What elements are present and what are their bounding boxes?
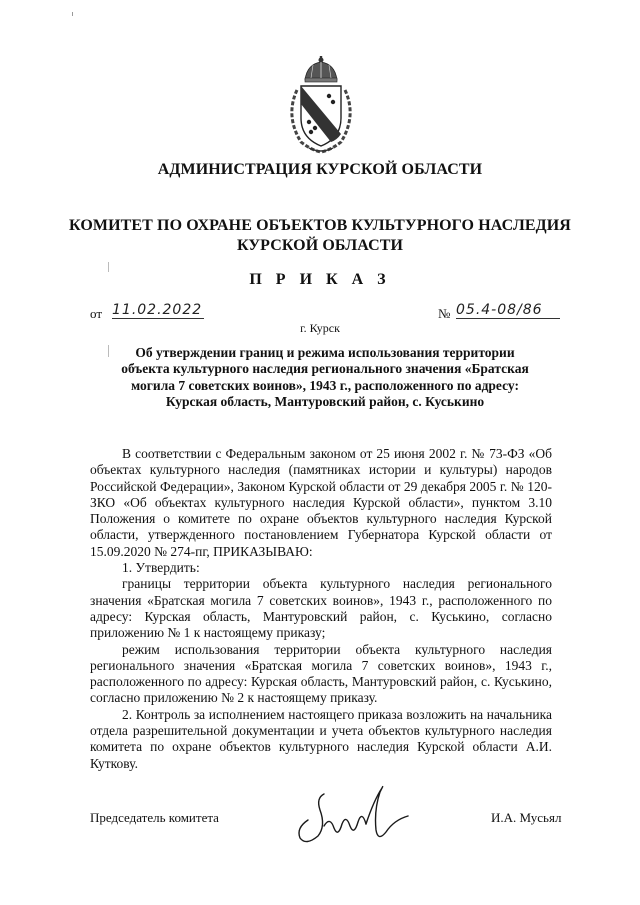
- committee-title-line2: КУРСКОЙ ОБЛАСТИ: [236, 237, 404, 254]
- signer-name: И.А. Мусьял: [491, 810, 562, 825]
- number-value: 05.4-08/86: [456, 302, 560, 319]
- administration-title: АДМИНИСТРАЦИЯ КУРСКОЙ ОБЛАСТИ: [157, 161, 483, 178]
- subject-line: Об утверждении границ и режима использования территории: [135, 345, 515, 360]
- handwritten-signature: [290, 780, 420, 850]
- signer-position: Председатель комитета: [90, 810, 219, 825]
- number-label: №: [438, 306, 451, 321]
- scan-artifact: [72, 12, 73, 16]
- body-paragraph: 2. Контроль за исполнением настоящего приказа возложить на начальника отдела разрешительной документации и учета объектов культурного наследия комитета по охране объектов культурного наследия Курской области А.И. Куткову.: [90, 706, 552, 771]
- subject-line: объекта культурного наследия регионального значения «Братская: [121, 361, 529, 377]
- order-body: [90, 446, 552, 772]
- scan-artifact: [108, 345, 109, 357]
- subject-line: Курская область, Мантуровский район, с. Куськино: [165, 393, 485, 409]
- coat-of-arms-icon: [283, 56, 359, 154]
- body-paragraph: границы территории объекта культурного наследия регионального значения «Братская могила 7 советских воинов», 1943 г., расположенного по адресу: Курская область, Мантуровский район, с. Куськино, согласно приложению № 1 к настоящему приказу;: [90, 576, 552, 641]
- order-heading: П Р И К А З: [249, 271, 391, 288]
- committee-title: [0, 216, 640, 256]
- body-paragraph: режим использования территории объекта культурного наследия регионального значения «Братская могила 7 советских воинов», 1943 г., расположенного по адресу: Курская область, Мантуровский район, с. Куськино, согласно приложению № 2 к настоящему приказу.: [90, 641, 552, 706]
- date-label: от: [90, 306, 103, 321]
- order-subject: [115, 345, 535, 410]
- body-paragraph: 1. Утвердить:: [122, 560, 200, 576]
- subject-line: могила 7 советских воинов», 1943 г., расположенного по адресу:: [131, 377, 519, 393]
- body-paragraph: В соответствии с Федеральным законом от 25 июня 2002 г. № 73-ФЗ «Об объектах культурного наследия (памятниках истории и культуры) народов Российской Федерации», Законом Курской области от 29 декабря 2005 г. № 120-ЗКО «Об объектах культурного наследия Курской области», пунктом 3.10 Положения о комитете по охране объектов культурного наследия Курской области, утвержденного постановлением Губернатора Курской области от 15.09.2020 № 274-пг, ПРИКАЗЫВАЮ:: [90, 446, 552, 559]
- date-value: 11.02.2022: [112, 302, 203, 318]
- committee-title-line1: КОМИТЕТ ПО ОХРАНЕ ОБЪЕКТОВ КУЛЬТУРНОГО НАСЛЕДИЯ: [69, 217, 571, 234]
- city: г. Курск: [300, 321, 340, 335]
